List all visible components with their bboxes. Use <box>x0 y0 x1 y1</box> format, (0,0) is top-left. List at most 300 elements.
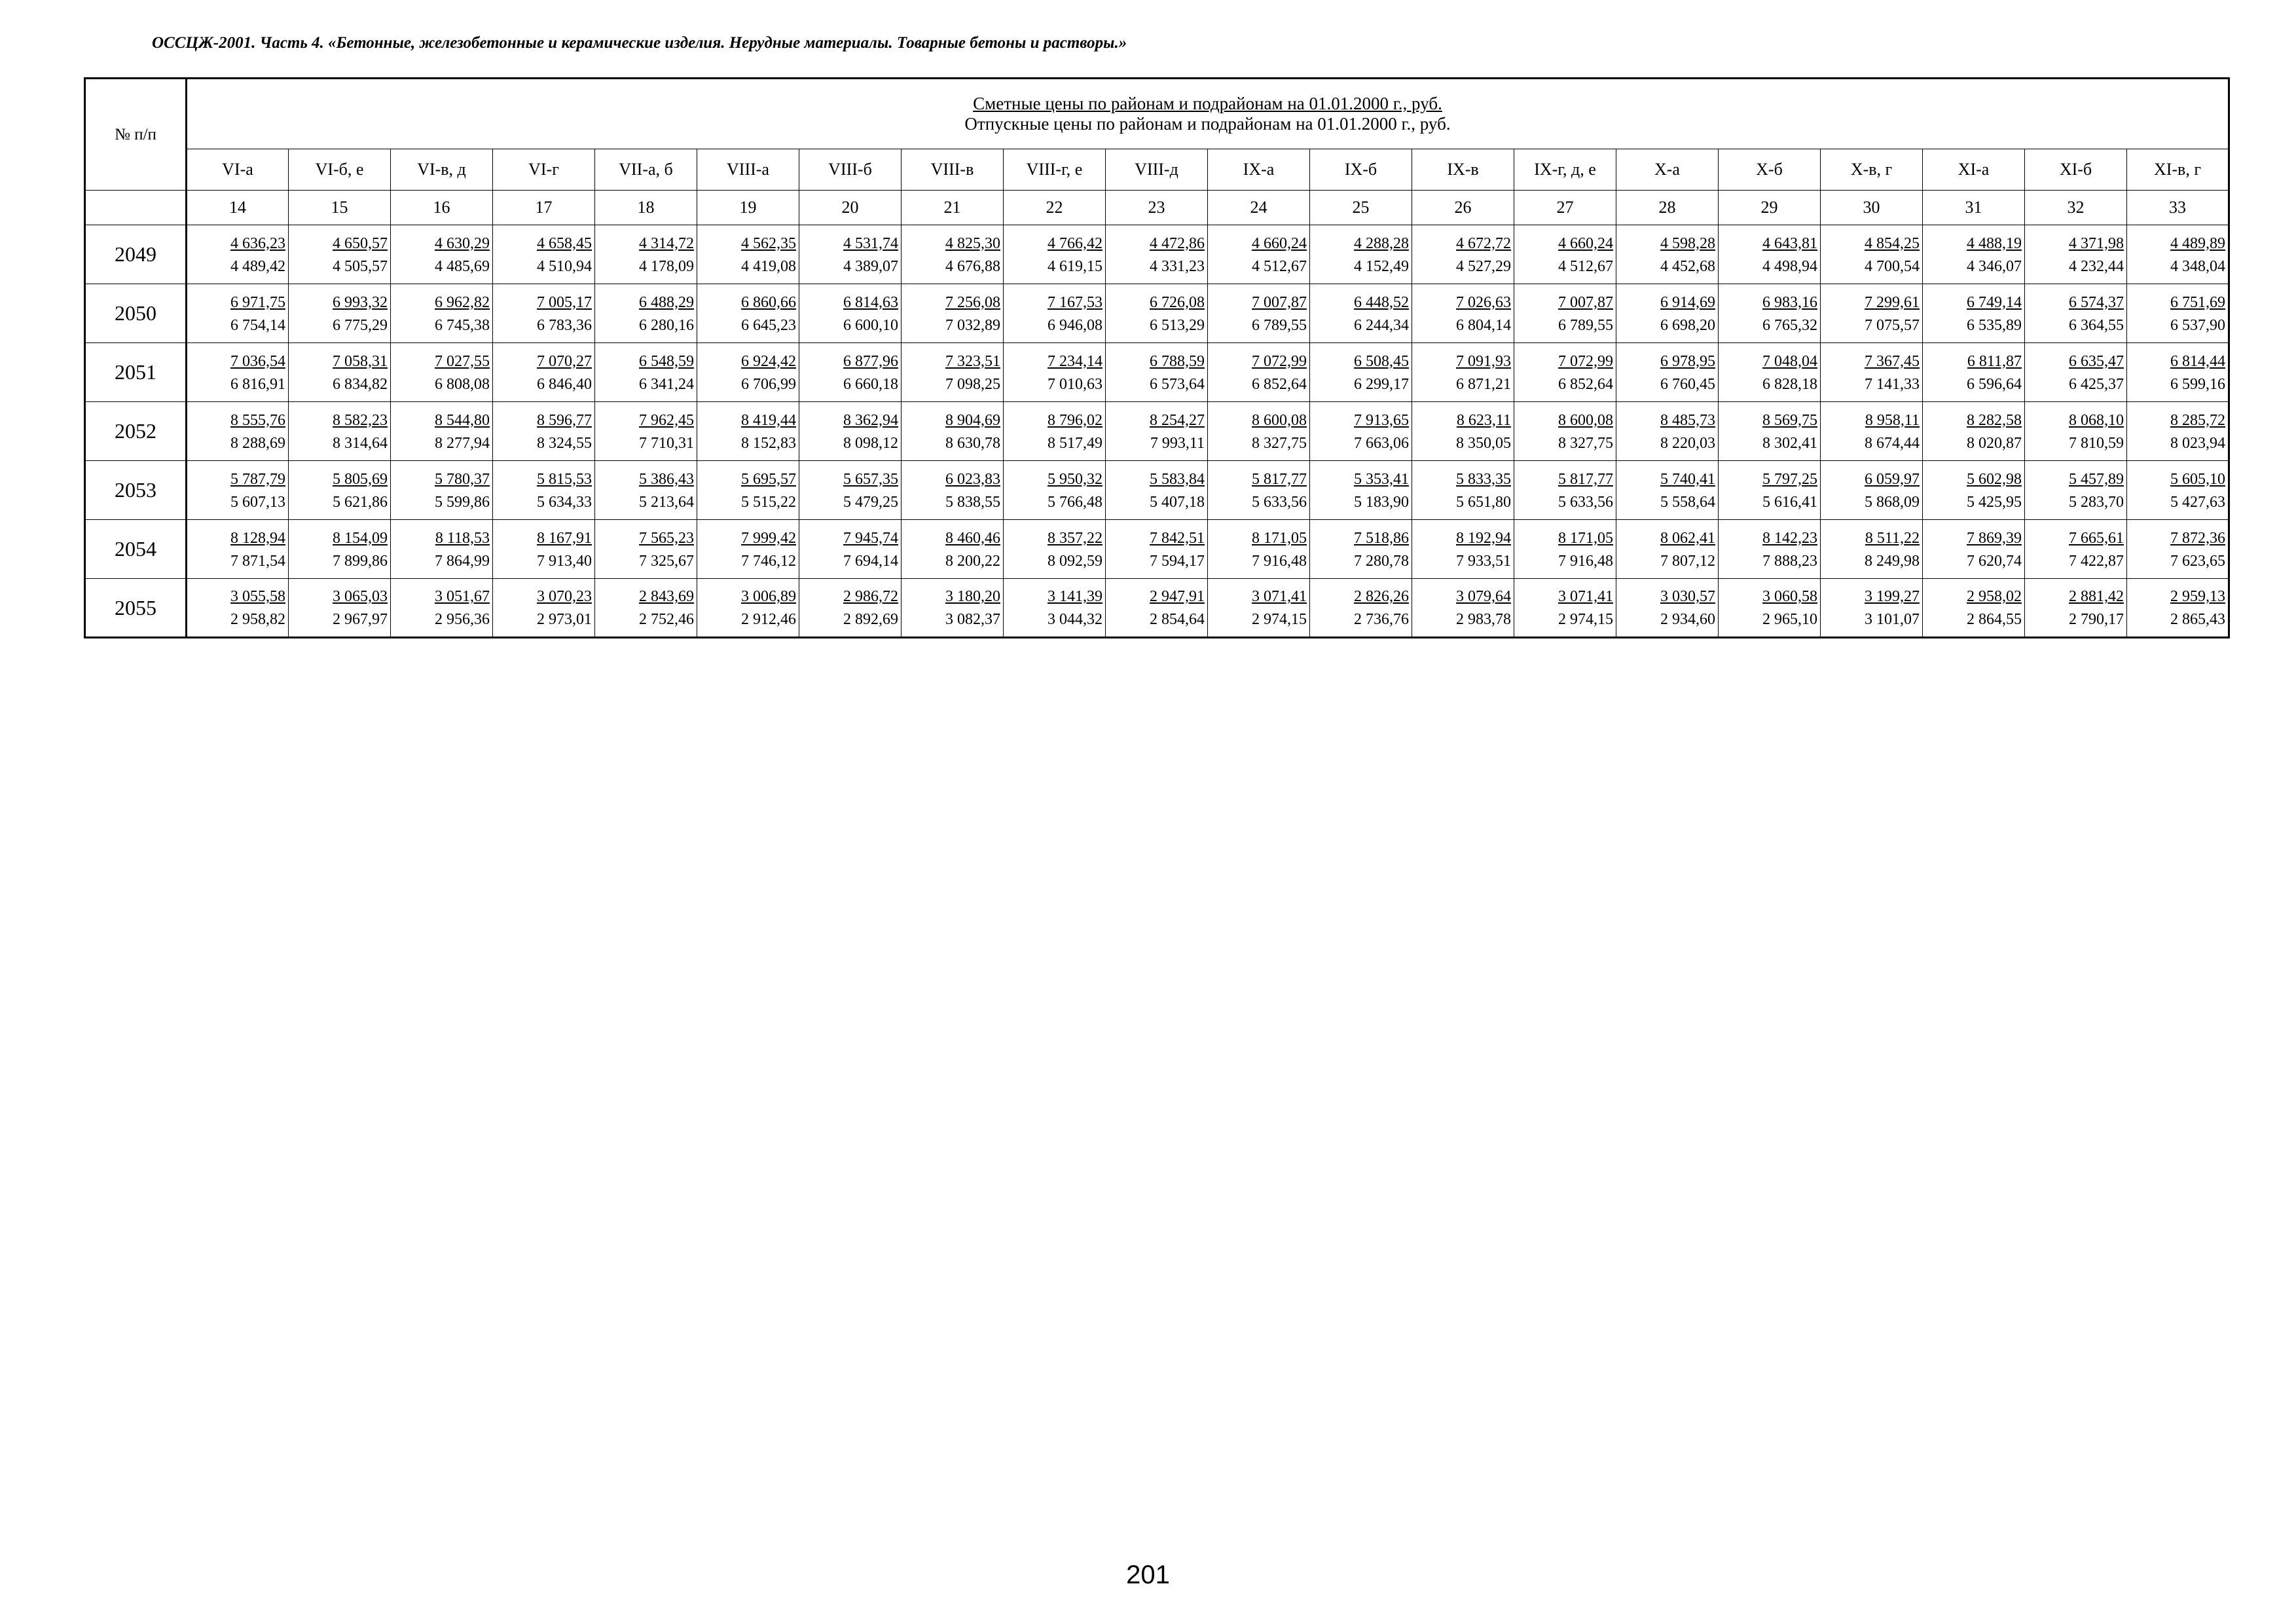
otp-price: 6 244,34 <box>1354 316 1409 334</box>
otp-price: 8 674,44 <box>1865 434 1920 452</box>
price-cell <box>799 343 902 402</box>
otp-price: 5 425,95 <box>1967 493 2022 511</box>
smet-price: 7 962,45 <box>639 411 694 429</box>
price-cell <box>289 343 391 402</box>
otp-price: 8 092,59 <box>1048 552 1102 570</box>
otp-price: 8 314,64 <box>333 434 388 452</box>
column-header-row <box>85 149 2229 191</box>
otp-price: 8 020,87 <box>1967 434 2022 452</box>
smet-price: 6 488,29 <box>639 293 694 311</box>
smet-price: 6 751,69 <box>2170 293 2225 311</box>
smet-price: 8 171,05 <box>1558 529 1613 547</box>
price-cell <box>187 225 289 284</box>
price-cell <box>1923 284 2025 343</box>
price-cell <box>2127 579 2229 638</box>
smet-price: 6 635,47 <box>2069 352 2124 370</box>
smet-price: 7 048,04 <box>1762 352 1817 370</box>
title-otp: Отпускные цены по районам и подрайонам на 01.01.2000 г., руб. <box>964 114 1451 134</box>
otp-price: 4 152,49 <box>1354 257 1409 275</box>
otp-price: 7 620,74 <box>1967 552 2022 570</box>
table-row <box>85 579 2229 638</box>
otp-price: 8 249,98 <box>1865 552 1920 570</box>
otp-price: 2 967,97 <box>333 611 388 628</box>
price-cell <box>1208 579 1310 638</box>
smet-price: 7 299,61 <box>1865 293 1920 311</box>
column-header: VI-а <box>187 149 289 191</box>
column-number: 20 <box>799 191 902 225</box>
otp-price: 6 599,16 <box>2170 375 2225 393</box>
smet-price: 5 457,89 <box>2069 470 2124 488</box>
price-cell <box>902 284 1004 343</box>
smet-price: 8 362,94 <box>843 411 898 429</box>
page-number: 201 <box>1126 1560 1170 1589</box>
smet-price: 3 199,27 <box>1865 588 1920 605</box>
otp-price: 7 325,67 <box>639 552 694 570</box>
otp-price: 6 698,20 <box>1660 316 1715 334</box>
column-header: VIII-г, е <box>1004 149 1106 191</box>
otp-price: 6 808,08 <box>435 375 490 393</box>
row-number: 2052 <box>85 402 187 461</box>
smet-price: 8 544,80 <box>435 411 490 429</box>
otp-price: 6 760,45 <box>1660 375 1715 393</box>
otp-price: 5 599,86 <box>435 493 490 511</box>
table-row <box>85 225 2229 284</box>
price-cell <box>1106 225 1208 284</box>
smet-price: 5 817,77 <box>1252 470 1307 488</box>
smet-price: 7 234,14 <box>1048 352 1102 370</box>
otp-price: 4 619,15 <box>1048 257 1102 275</box>
smet-price: 2 881,42 <box>2069 588 2124 605</box>
smet-price: 6 814,63 <box>843 293 898 311</box>
price-cell <box>2127 402 2229 461</box>
smet-price: 3 079,64 <box>1456 588 1511 605</box>
price-cell <box>1310 461 1412 520</box>
column-header: X-а <box>1616 149 1719 191</box>
otp-price: 2 974,15 <box>1252 611 1307 628</box>
smet-price: 8 596,77 <box>537 411 592 429</box>
otp-price: 4 232,44 <box>2069 257 2124 275</box>
price-cell <box>2025 225 2127 284</box>
smet-price: 7 026,63 <box>1456 293 1511 311</box>
price-cell <box>1004 343 1106 402</box>
otp-price: 6 745,38 <box>435 316 490 334</box>
price-cell <box>391 461 493 520</box>
price-cell <box>289 284 391 343</box>
column-number: 32 <box>2025 191 2127 225</box>
smet-price: 5 833,35 <box>1456 470 1511 488</box>
price-cell <box>697 579 799 638</box>
price-cell <box>902 520 1004 579</box>
price-cell <box>1821 402 1923 461</box>
price-cell <box>1514 579 1616 638</box>
smet-price: 3 055,58 <box>230 588 285 605</box>
smet-price: 8 460,46 <box>945 529 1000 547</box>
smet-price: 4 660,24 <box>1252 234 1307 252</box>
smet-price: 8 419,44 <box>741 411 796 429</box>
smet-price: 3 065,03 <box>333 588 388 605</box>
price-cell <box>1514 520 1616 579</box>
price-cell <box>187 461 289 520</box>
smet-price: 5 817,77 <box>1558 470 1613 488</box>
smet-price: 5 780,37 <box>435 470 490 488</box>
otp-price: 6 789,55 <box>1558 316 1613 334</box>
price-cell <box>902 461 1004 520</box>
table-row <box>85 461 2229 520</box>
otp-price: 7 422,87 <box>2069 552 2124 570</box>
otp-price: 5 634,33 <box>537 493 592 511</box>
otp-price: 7 280,78 <box>1354 552 1409 570</box>
price-cell <box>2025 402 2127 461</box>
smet-price: 7 872,36 <box>2170 529 2225 547</box>
column-number: 28 <box>1616 191 1719 225</box>
price-cell <box>1004 284 1106 343</box>
otp-price: 5 213,64 <box>639 493 694 511</box>
smet-price: 4 630,29 <box>435 234 490 252</box>
smet-price: 4 766,42 <box>1048 234 1102 252</box>
otp-price: 4 452,68 <box>1660 257 1715 275</box>
price-cell <box>1514 461 1616 520</box>
smet-price: 8 142,23 <box>1762 529 1817 547</box>
column-header: XI-б <box>2025 149 2127 191</box>
price-cell <box>187 343 289 402</box>
price-cell <box>1719 520 1821 579</box>
price-cell <box>595 579 697 638</box>
otp-price: 6 816,91 <box>230 375 285 393</box>
row-number: 2051 <box>85 343 187 402</box>
smet-price: 4 472,86 <box>1150 234 1205 252</box>
column-header: X-в, г <box>1821 149 1923 191</box>
otp-price: 2 934,60 <box>1660 611 1715 628</box>
price-cell <box>1004 461 1106 520</box>
price-cell <box>595 461 697 520</box>
price-cell <box>1821 579 1923 638</box>
table-row <box>85 343 2229 402</box>
price-cell <box>1821 343 1923 402</box>
row-number: 2055 <box>85 579 187 638</box>
column-number: 18 <box>595 191 697 225</box>
column-header: VI-в, д <box>391 149 493 191</box>
price-cell <box>1004 225 1106 284</box>
smet-price: 6 924,42 <box>741 352 796 370</box>
column-number: 25 <box>1310 191 1412 225</box>
table-body <box>85 225 2229 638</box>
otp-price: 5 766,48 <box>1048 493 1102 511</box>
smet-price: 6 548,59 <box>639 352 694 370</box>
smet-price: 5 583,84 <box>1150 470 1205 488</box>
price-cell <box>902 225 1004 284</box>
price-cell <box>902 579 1004 638</box>
otp-price: 2 790,17 <box>2069 611 2124 628</box>
otp-price: 5 183,90 <box>1354 493 1409 511</box>
otp-price: 6 425,37 <box>2069 375 2124 393</box>
otp-price: 7 594,17 <box>1150 552 1205 570</box>
price-cell <box>1208 461 1310 520</box>
table-row <box>85 520 2229 579</box>
otp-price: 5 407,18 <box>1150 493 1205 511</box>
otp-price: 7 993,11 <box>1150 434 1205 452</box>
smet-price: 4 650,57 <box>333 234 388 252</box>
price-cell <box>1616 225 1719 284</box>
smet-price: 8 154,09 <box>333 529 388 547</box>
column-number: 19 <box>697 191 799 225</box>
otp-price: 2 965,10 <box>1762 611 1817 628</box>
smet-price: 2 959,13 <box>2170 588 2225 605</box>
price-cell <box>1106 284 1208 343</box>
otp-price: 6 775,29 <box>333 316 388 334</box>
otp-price: 2 973,01 <box>537 611 592 628</box>
smet-price: 8 068,10 <box>2069 411 2124 429</box>
smet-price: 5 740,41 <box>1660 470 1715 488</box>
price-cell <box>1719 343 1821 402</box>
smet-price: 7 999,42 <box>741 529 796 547</box>
smet-price: 8 569,75 <box>1762 411 1817 429</box>
price-cell <box>1514 343 1616 402</box>
price-cell <box>493 402 595 461</box>
price-cell <box>1106 461 1208 520</box>
smet-price: 4 598,28 <box>1660 234 1715 252</box>
otp-price: 7 141,33 <box>1865 375 1920 393</box>
smet-price: 5 605,10 <box>2170 470 2225 488</box>
otp-price: 7 807,12 <box>1660 552 1715 570</box>
smet-price: 8 282,58 <box>1967 411 2022 429</box>
price-cell <box>595 520 697 579</box>
price-cell <box>799 579 902 638</box>
price-cell <box>1719 402 1821 461</box>
price-cell <box>493 520 595 579</box>
page-header: ОССЦЖ-2001. Часть 4. «Бетонные, железобетонные и керамические изделия. Нерудные материалы. Товарные бетоны и растворы.» <box>152 34 1127 52</box>
smet-price: 5 950,32 <box>1048 470 1102 488</box>
smet-price: 8 118,53 <box>435 529 490 547</box>
otp-price: 3 101,07 <box>1865 611 1920 628</box>
smet-price: 7 007,87 <box>1252 293 1307 311</box>
column-number-row <box>85 191 2229 225</box>
smet-price: 4 488,19 <box>1967 234 2022 252</box>
smet-price: 5 797,25 <box>1762 470 1817 488</box>
otp-price: 5 651,80 <box>1456 493 1511 511</box>
smet-price: 8 285,72 <box>2170 411 2225 429</box>
smet-price: 4 489,89 <box>2170 234 2225 252</box>
smet-price: 2 947,91 <box>1150 588 1205 605</box>
price-cell <box>1208 520 1310 579</box>
price-table <box>84 77 2230 638</box>
otp-price: 6 946,08 <box>1048 316 1102 334</box>
otp-price: 7 663,06 <box>1354 434 1409 452</box>
smet-price: 7 665,61 <box>2069 529 2124 547</box>
price-cell <box>1923 461 2025 520</box>
smet-price: 8 254,27 <box>1150 411 1205 429</box>
smet-price: 4 658,45 <box>537 234 592 252</box>
price-cell <box>1004 402 1106 461</box>
smet-price: 5 657,35 <box>843 470 898 488</box>
smet-price: 3 006,89 <box>741 588 796 605</box>
price-cell <box>1412 284 1514 343</box>
otp-price: 7 864,99 <box>435 552 490 570</box>
smet-price: 8 796,02 <box>1048 411 1102 429</box>
otp-price: 7 010,63 <box>1048 375 1102 393</box>
otp-price: 8 288,69 <box>230 434 285 452</box>
column-number: 33 <box>2127 191 2229 225</box>
smet-price: 3 071,41 <box>1252 588 1307 605</box>
otp-price: 6 660,18 <box>843 375 898 393</box>
otp-price: 7 899,86 <box>333 552 388 570</box>
smet-price: 4 854,25 <box>1865 234 1920 252</box>
price-cell <box>1106 579 1208 638</box>
smet-price: 6 978,95 <box>1660 352 1715 370</box>
column-header: VII-а, б <box>595 149 697 191</box>
otp-price: 5 427,63 <box>2170 493 2225 511</box>
otp-price: 2 974,15 <box>1558 611 1613 628</box>
price-cell <box>391 343 493 402</box>
column-header: VIII-д <box>1106 149 1208 191</box>
otp-price: 5 558,64 <box>1660 493 1715 511</box>
column-number: 31 <box>1923 191 2025 225</box>
smet-price: 7 070,27 <box>537 352 592 370</box>
otp-price: 5 633,56 <box>1558 493 1613 511</box>
smet-price: 6 059,97 <box>1865 470 1920 488</box>
smet-price: 8 062,41 <box>1660 529 1715 547</box>
smet-price: 2 826,26 <box>1354 588 1409 605</box>
price-cell <box>1310 343 1412 402</box>
price-cell <box>2127 225 2229 284</box>
smet-price: 6 726,08 <box>1150 293 1205 311</box>
otp-price: 7 888,23 <box>1762 552 1817 570</box>
otp-price: 7 933,51 <box>1456 552 1511 570</box>
otp-price: 8 220,03 <box>1660 434 1715 452</box>
otp-price: 2 958,82 <box>230 611 285 628</box>
smet-price: 8 485,73 <box>1660 411 1715 429</box>
smet-price: 4 660,24 <box>1558 234 1613 252</box>
price-cell <box>799 461 902 520</box>
smet-price: 6 749,14 <box>1967 293 2022 311</box>
smet-price: 8 171,05 <box>1252 529 1307 547</box>
row-number: 2054 <box>85 520 187 579</box>
price-cell <box>1310 520 1412 579</box>
price-cell <box>2025 579 2127 638</box>
otp-price: 6 364,55 <box>2069 316 2124 334</box>
smet-price: 7 091,93 <box>1456 352 1511 370</box>
smet-price: 8 904,69 <box>945 411 1000 429</box>
smet-price: 4 314,72 <box>639 234 694 252</box>
price-cell <box>1310 579 1412 638</box>
price-cell <box>2127 461 2229 520</box>
smet-price: 3 070,23 <box>537 588 592 605</box>
otp-price: 7 916,48 <box>1252 552 1307 570</box>
otp-price: 6 513,29 <box>1150 316 1205 334</box>
otp-price: 6 871,21 <box>1456 375 1511 393</box>
otp-price: 6 804,14 <box>1456 316 1511 334</box>
smet-price: 7 167,53 <box>1048 293 1102 311</box>
row-number: 2053 <box>85 461 187 520</box>
column-number: 21 <box>902 191 1004 225</box>
price-cell <box>187 520 289 579</box>
otp-price: 5 621,86 <box>333 493 388 511</box>
otp-price: 6 600,10 <box>843 316 898 334</box>
smet-price: 8 623,11 <box>1456 411 1511 429</box>
price-cell <box>1208 402 1310 461</box>
smet-price: 5 805,69 <box>333 470 388 488</box>
otp-price: 8 350,05 <box>1456 434 1511 452</box>
price-cell <box>1616 402 1719 461</box>
price-cell <box>902 402 1004 461</box>
price-cell <box>2025 343 2127 402</box>
smet-price: 7 842,51 <box>1150 529 1205 547</box>
column-header: VIII-в <box>902 149 1004 191</box>
otp-price: 6 789,55 <box>1252 316 1307 334</box>
price-cell <box>1208 284 1310 343</box>
price-cell <box>1719 461 1821 520</box>
price-cell <box>799 284 902 343</box>
smet-price: 6 971,75 <box>230 293 285 311</box>
otp-price: 5 633,56 <box>1252 493 1307 511</box>
smet-price: 6 860,66 <box>741 293 796 311</box>
price-cell <box>289 520 391 579</box>
price-cell <box>697 402 799 461</box>
price-cell <box>1719 284 1821 343</box>
smet-price: 3 141,39 <box>1048 588 1102 605</box>
smet-price: 3 060,58 <box>1762 588 1817 605</box>
column-number: 16 <box>391 191 493 225</box>
row-number: 2050 <box>85 284 187 343</box>
price-cell <box>1616 579 1719 638</box>
smet-price: 8 511,22 <box>1865 529 1920 547</box>
otp-price: 6 573,64 <box>1150 375 1205 393</box>
smet-price: 8 555,76 <box>230 411 285 429</box>
otp-price: 5 607,13 <box>230 493 285 511</box>
smet-price: 7 945,74 <box>843 529 898 547</box>
otp-price: 6 596,64 <box>1967 375 2022 393</box>
otp-price: 4 505,57 <box>333 257 388 275</box>
price-cell <box>799 225 902 284</box>
price-cell <box>1616 461 1719 520</box>
smet-price: 2 843,69 <box>639 588 694 605</box>
otp-price: 8 327,75 <box>1252 434 1307 452</box>
num-header-cell <box>85 191 187 225</box>
column-header: IX-г, д, е <box>1514 149 1616 191</box>
price-cell <box>391 284 493 343</box>
price-cell <box>1923 343 2025 402</box>
price-cell <box>391 225 493 284</box>
otp-price: 6 852,64 <box>1558 375 1613 393</box>
price-cell <box>697 284 799 343</box>
otp-price: 4 527,29 <box>1456 257 1511 275</box>
price-cell <box>2127 284 2229 343</box>
smet-price: 7 005,17 <box>537 293 592 311</box>
otp-price: 6 846,40 <box>537 375 592 393</box>
otp-price: 4 512,67 <box>1252 257 1307 275</box>
smet-price: 7 367,45 <box>1865 352 1920 370</box>
smet-price: 6 788,59 <box>1150 352 1205 370</box>
smet-price: 7 072,99 <box>1558 352 1613 370</box>
otp-price: 8 277,94 <box>435 434 490 452</box>
smet-price: 4 531,74 <box>843 234 898 252</box>
otp-price: 6 706,99 <box>741 375 796 393</box>
column-header: IX-б <box>1310 149 1412 191</box>
smet-price: 7 256,08 <box>945 293 1000 311</box>
price-cell <box>1004 579 1106 638</box>
otp-price: 4 676,88 <box>945 257 1000 275</box>
num-header: № п/п <box>85 79 187 191</box>
otp-price: 4 346,07 <box>1967 257 2022 275</box>
otp-price: 6 828,18 <box>1762 375 1817 393</box>
otp-price: 3 044,32 <box>1048 611 1102 628</box>
price-cell <box>1106 402 1208 461</box>
price-cell <box>289 579 391 638</box>
smet-price: 3 071,41 <box>1558 588 1613 605</box>
smet-price: 7 027,55 <box>435 352 490 370</box>
price-cell <box>493 225 595 284</box>
otp-price: 2 912,46 <box>741 611 796 628</box>
smet-price: 6 877,96 <box>843 352 898 370</box>
